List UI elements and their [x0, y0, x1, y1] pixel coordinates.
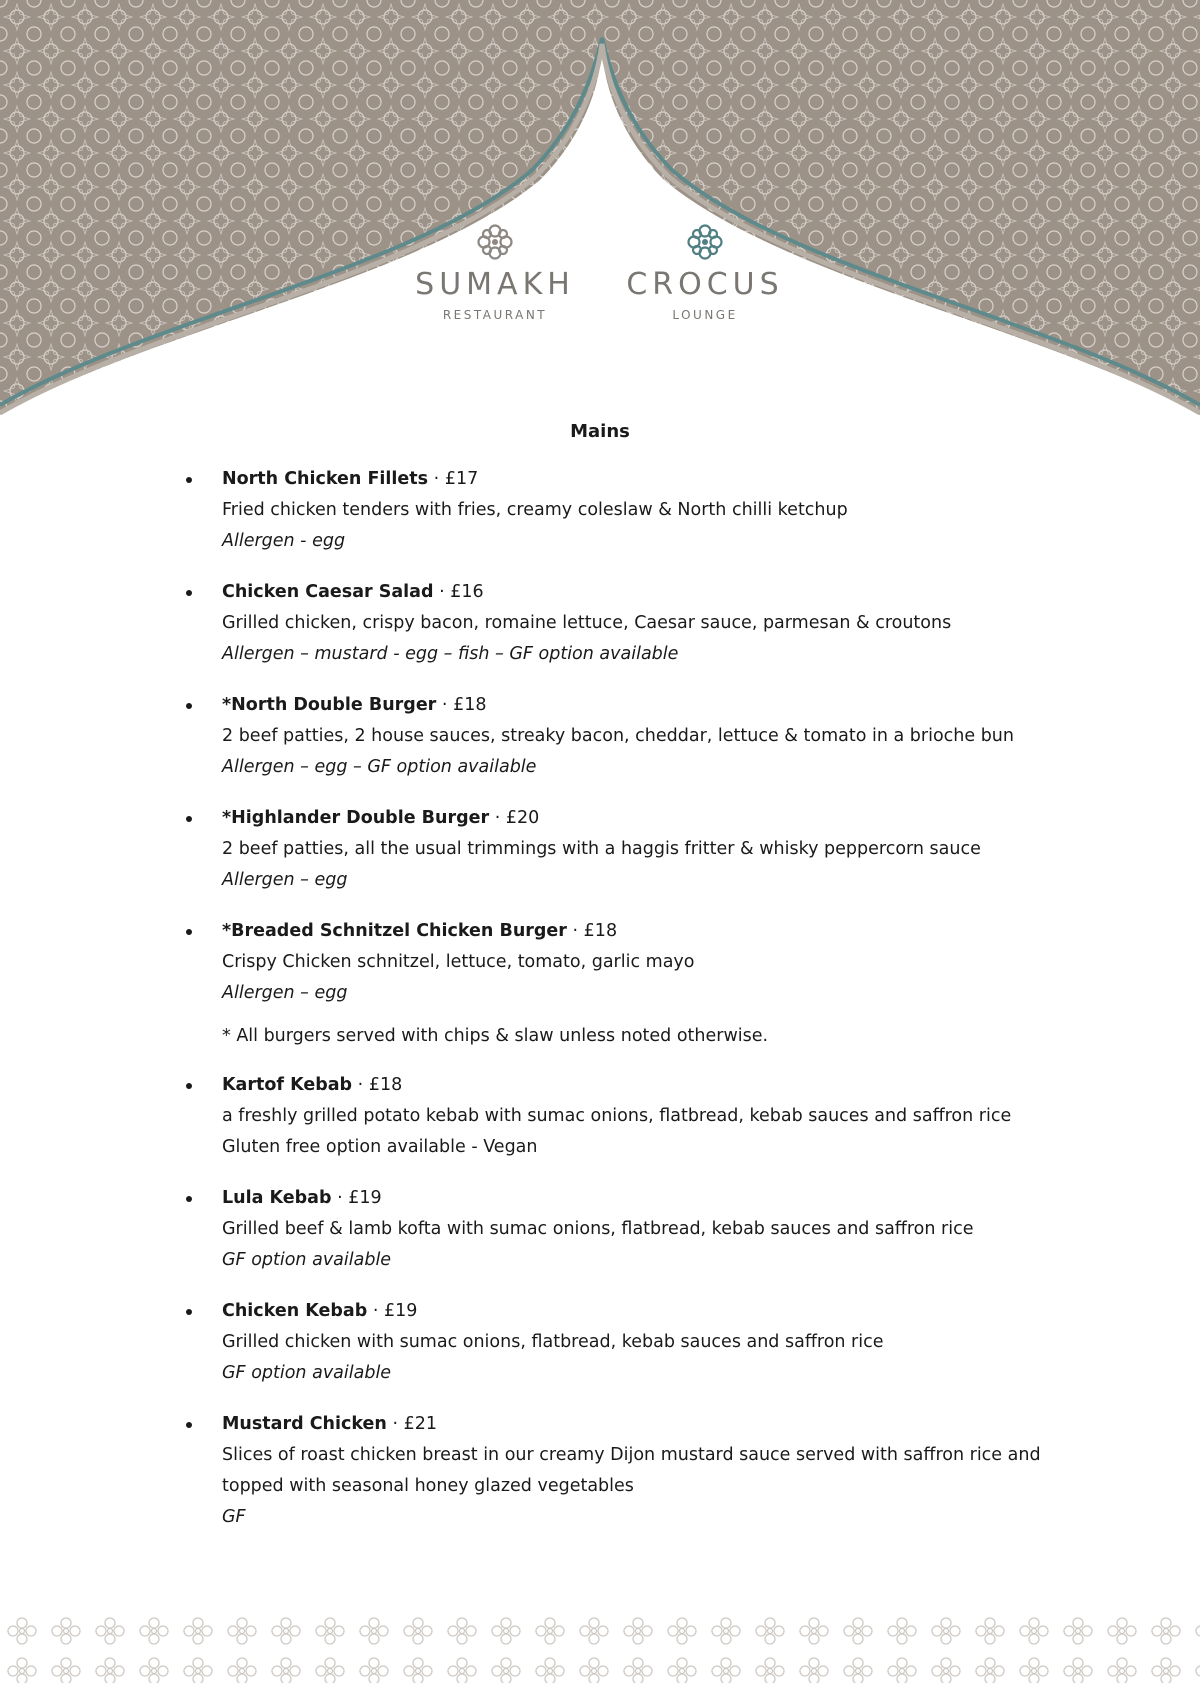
item-description: Grilled beef & lamb kofta with sumac onions, flatbread, kebab sauces and saffron rice — [222, 1219, 974, 1239]
item-allergen: GF option available — [222, 1363, 392, 1383]
item-allergen: Allergen – mustard - egg – fish – GF option available — [222, 644, 679, 664]
sumakh-logo — [400, 222, 590, 324]
restaurant-subtitle: RESTAURANT — [442, 308, 548, 322]
item-price: £19 — [348, 1188, 382, 1208]
menu-item — [222, 690, 1122, 783]
item-price: £21 — [403, 1414, 438, 1434]
menu-item — [222, 1070, 1122, 1163]
item-allergen: Allergen - egg — [222, 531, 346, 551]
crocus-logo — [610, 222, 800, 324]
item-name: North Chicken Fillets — [222, 469, 429, 489]
menu-item — [222, 803, 1122, 896]
menu-item — [222, 1409, 1122, 1533]
price-separator: · — [494, 808, 501, 828]
lounge-name: CROCUS — [626, 267, 784, 302]
restaurant-name: SUMAKH — [415, 267, 575, 302]
item-description: a freshly grilled potato kebab with sumac onions, flatbread, kebab sauces and saffron rice — [222, 1106, 1012, 1126]
item-name: Mustard Chicken — [222, 1414, 387, 1434]
item-price: £19 — [383, 1301, 418, 1321]
price-separator: · — [572, 921, 579, 941]
item-price: £17 — [444, 469, 479, 489]
flower-emblem-icon — [475, 222, 515, 262]
item-description: 2 beef patties, all the usual trimmings with a haggis fritter & whisky peppercorn sauce — [222, 839, 981, 859]
item-name: *Highlander Double Burger — [222, 808, 490, 828]
item-name: Chicken Kebab — [222, 1301, 368, 1321]
price-separator: · — [392, 1414, 399, 1434]
item-note: Gluten free option available - Vegan — [222, 1137, 538, 1157]
menu-item — [222, 916, 1122, 1009]
item-description: Grilled chicken, crispy bacon, romaine lettuce, Caesar sauce, parmesan & croutons — [222, 613, 952, 633]
menu-list — [222, 464, 1122, 1553]
item-allergen: Allergen – egg — [222, 870, 348, 890]
item-description: Crispy Chicken schnitzel, lettuce, tomato, garlic mayo — [222, 952, 695, 972]
item-description: Fried chicken tenders with fries, creamy coleslaw & North chilli ketchup — [222, 500, 848, 520]
flower-emblem-icon — [685, 222, 725, 262]
item-price: £16 — [450, 582, 484, 602]
item-name: Kartof Kebab — [222, 1075, 353, 1095]
footer-pattern-border — [0, 1605, 1200, 1683]
menu-item — [222, 464, 1122, 557]
lounge-subtitle: LOUNGE — [672, 308, 738, 322]
section-title: Mains — [570, 421, 630, 442]
item-description: 2 beef patties, 2 house sauces, streaky bacon, cheddar, lettuce & tomato in a brioche bun — [222, 726, 1014, 746]
item-price: £18 — [453, 695, 487, 715]
item-price: £18 — [368, 1075, 403, 1095]
item-allergen: GF option available — [222, 1250, 392, 1270]
item-description-continued: topped with seasonal honey glazed vegetables — [222, 1476, 634, 1496]
price-separator: · — [441, 695, 448, 715]
header-pattern-arch — [0, 0, 1200, 460]
menu-item — [222, 1183, 1122, 1276]
item-description: Slices of roast chicken breast in our creamy Dijon mustard sauce served with saffron rice and — [222, 1445, 1041, 1465]
item-name: Chicken Caesar Salad — [222, 582, 434, 602]
menu-item — [222, 577, 1122, 670]
price-separator: · — [372, 1301, 379, 1321]
item-name: Lula Kebab — [222, 1188, 332, 1208]
item-description: Grilled chicken with sumac onions, flatbread, kebab sauces and saffron rice — [222, 1332, 884, 1352]
item-name: *Breaded Schnitzel Chicken Burger — [222, 921, 567, 941]
menu-item — [222, 1296, 1122, 1389]
price-separator: · — [433, 469, 440, 489]
item-allergen: Allergen – egg – GF option available — [222, 757, 537, 777]
burger-note: * All burgers served with chips & slaw unless noted otherwise. — [222, 1026, 769, 1046]
item-allergen: Allergen – egg — [222, 983, 348, 1003]
item-name: *North Double Burger — [222, 695, 437, 715]
item-allergen: GF — [222, 1507, 246, 1527]
price-separator: · — [439, 582, 445, 602]
price-separator: · — [337, 1188, 343, 1208]
item-price: £20 — [505, 808, 540, 828]
item-price: £18 — [583, 921, 618, 941]
price-separator: · — [357, 1075, 364, 1095]
